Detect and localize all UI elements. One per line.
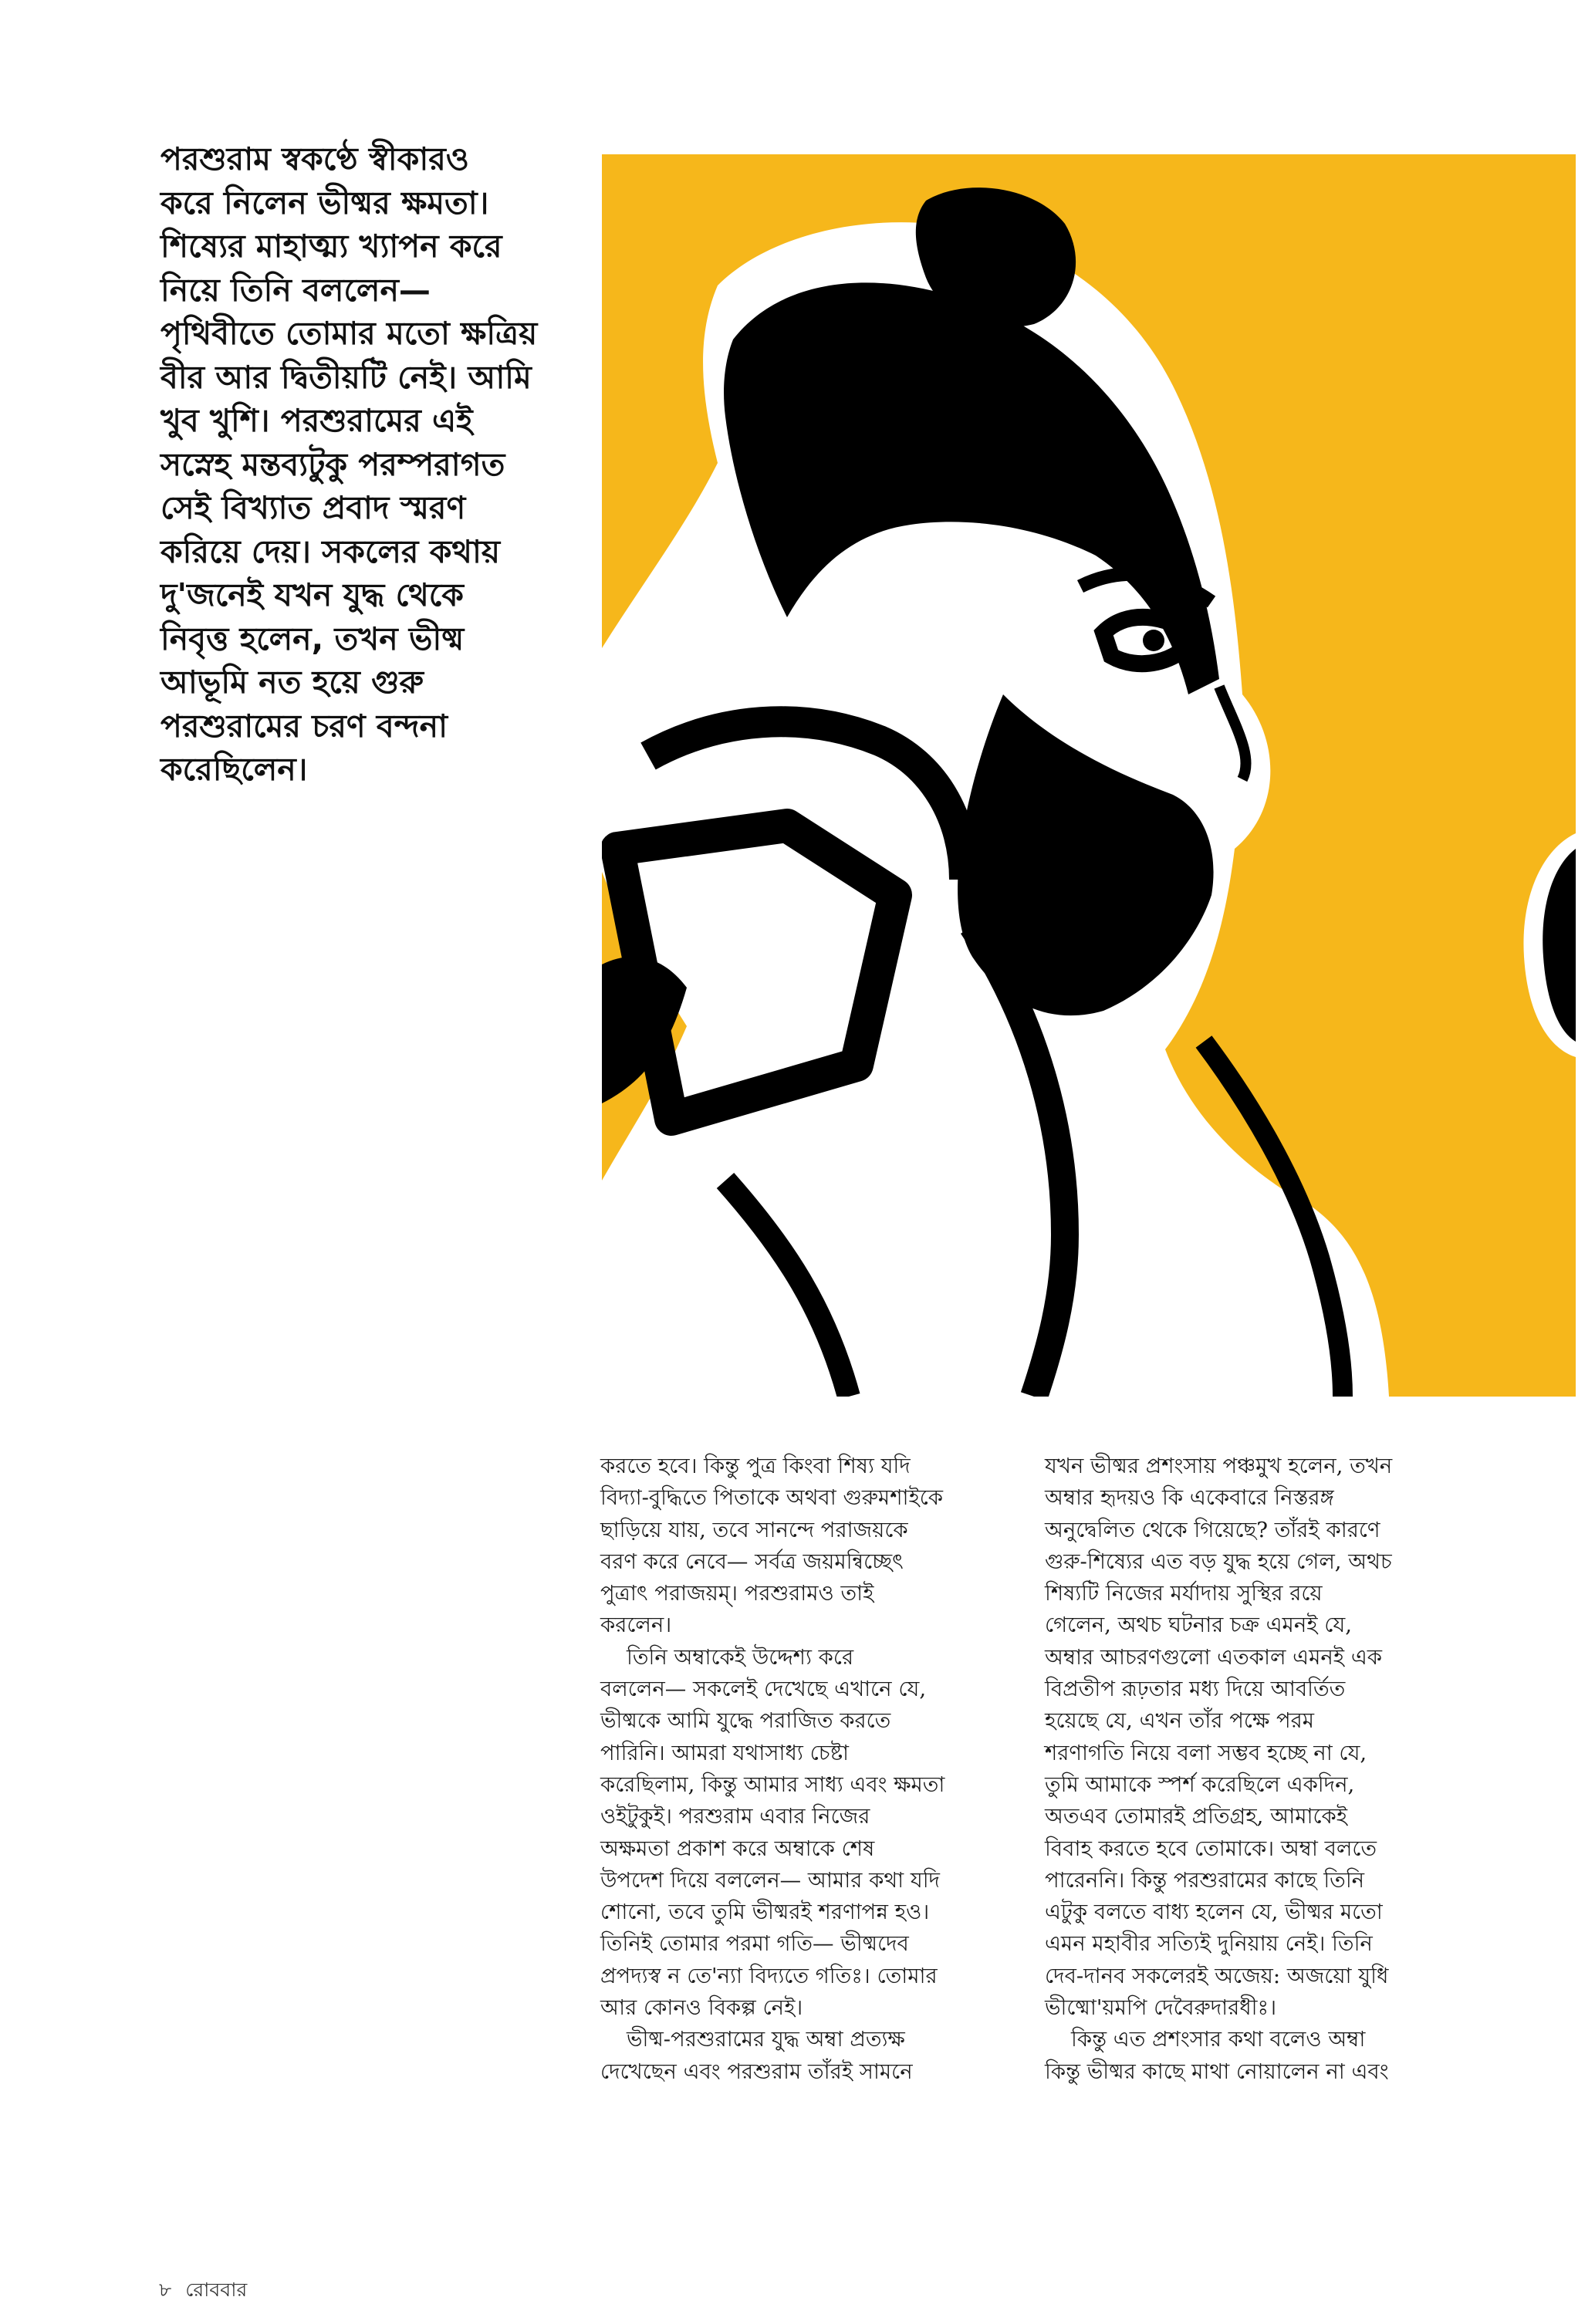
body-line: বিদ্যা-বুদ্ধিতে পিতাকে অথবা গুরুমশাইকে: [600, 1485, 944, 1511]
body-line: কিন্তু ভীষ্মর কাছে মাথা নোয়ালেন না এবং: [1045, 2059, 1389, 2084]
body-line: তিনিই তোমার পরমা গতি— ভীষ্মদেব: [600, 1931, 909, 1957]
pull-quote-line: করে নিলেন ভীষ্মর ক্ষমতা।: [161, 184, 489, 221]
pull-quote-line: শিষ্যের মাহাত্ম্য খ্যাপন করে: [161, 228, 502, 265]
body-line: এটুকু বলতে বাধ্য হলেন যে, ভীষ্মর মতো: [1045, 1900, 1383, 1925]
body-line: প্রপদ্যস্ব ন তে'ন্যা বিদ্যতে গতিঃ। তোমার: [600, 1963, 938, 1988]
magazine-name: রোববার: [185, 2278, 248, 2301]
body-line: বিবাহ করতে হবে তোমাকে। অম্বা বলতে: [1045, 1836, 1377, 1861]
pull-quote-line: পৃথিবীতে তোমার মতো ক্ষত্রিয়: [161, 315, 538, 352]
body-text-column-right: [1045, 1451, 1477, 2088]
pull-quote-line: করেছিলেন।: [161, 751, 308, 788]
pull-quote-line: নিয়ে তিনি বললেন—: [161, 271, 431, 309]
body-line: গুরু-শিষ্যের এত বড় যুদ্ধ হয়ে গেল, অথচ: [1045, 1549, 1392, 1574]
pull-quote-line: আভূমি নত হয়ে গুরু: [161, 664, 424, 701]
body-line: অম্বার আচরণগুলো এতকাল এমনই এক: [1045, 1644, 1382, 1670]
body-line: তুমি আমাকে স্পর্শ করেছিলে একদিন,: [1045, 1772, 1355, 1797]
pull-quote-line: পরশুরাম স্বকণ্ঠে স্বীকারও: [161, 140, 469, 177]
body-line: বরণ করে নেবে— সর্বত্র জয়মন্বিচ্ছেৎ: [600, 1549, 904, 1574]
body-line: ভীষ্মকে আমি যুদ্ধে পরাজিত করতে: [600, 1708, 891, 1734]
pull-quote-line: সেই বিখ্যাত প্রবাদ স্মরণ: [161, 489, 466, 526]
body-line: পারিনি। আমরা যথাসাধ্য চেষ্টা: [600, 1740, 850, 1765]
body-line: যখন ভীষ্মর প্রশংসায় পঞ্চমুখ হলেন, তখন: [1045, 1454, 1393, 1478]
sage-portrait-illustration: [602, 154, 1576, 1397]
body-line: শরণাগতি নিয়ে বলা সম্ভব হচ্ছে না যে,: [1045, 1740, 1367, 1765]
pull-quote-line: খুব খুশি। পরশুরামের এই: [161, 402, 473, 439]
body-line: তিনি অম্বাকেই উদ্দেশ্য করে: [627, 1644, 854, 1670]
body-line: ভীষ্ম-পরশুরামের যুদ্ধ অম্বা প্রত্যক্ষ: [627, 2027, 905, 2052]
body-line: করতে হবে। কিন্তু পুত্র কিংবা শিষ্য যদি: [600, 1454, 911, 1478]
pull-quote-line: পরশুরামের চরণ বন্দনা: [161, 707, 448, 745]
body-line: ভীষ্মো'য়মপি দেবৈরুদারধীঃ।: [1045, 1995, 1277, 2021]
body-line: দেব-দানব সকলেরই অজেয়: অজয়ো যুধি: [1045, 1963, 1389, 1988]
body-line: হয়েছে যে, এখন তাঁর পক্ষে পরম: [1045, 1708, 1315, 1734]
body-text-column-left: [600, 1451, 1032, 2088]
body-line: অতএব তোমারই প্রতিগ্রহ, আমাকেই: [1045, 1804, 1348, 1829]
body-line: ছাড়িয়ে যায়, তবে সানন্দে পরাজয়কে: [600, 1517, 908, 1542]
pull-quote-line: বীর আর দ্বিতীয়টি নেই। আমি: [161, 358, 532, 396]
body-line: আর কোনও বিকল্প নেই।: [600, 1995, 803, 2021]
body-line: পারেননি। কিন্তু পরশুরামের কাছে তিনি: [1045, 1867, 1365, 1893]
body-line: শোনো, তবে তুমি ভীষ্মরই শরণাপন্ন হও।: [600, 1900, 930, 1925]
body-line: গেলেন, অথচ ঘটনার চক্র এমনই যে,: [1045, 1613, 1353, 1638]
body-line: এমন মহাবীর সত্যিই দুনিয়ায় নেই। তিনি: [1045, 1931, 1373, 1957]
body-line: অনুদ্বেলিত থেকে গিয়েছে? তাঁরই কারণে: [1045, 1517, 1380, 1542]
body-line: করেছিলাম, কিন্তু আমার সাধ্য এবং ক্ষমতা: [600, 1772, 945, 1797]
illustration-svg: [602, 154, 1576, 1397]
pull-quote-line: সস্নেহ মন্তব্যটুকু পরম্পরাগত: [161, 445, 505, 483]
body-line: অম্বার হৃদয়ও কি একেবারে নিস্তরঙ্গ: [1045, 1485, 1334, 1511]
body-line: করলেন।: [600, 1613, 672, 1638]
body-line: বললেন— সকলেই দেখেছে এখানে যে,: [600, 1677, 927, 1702]
body-line: কিন্তু এত প্রশংসার কথা বলেও অম্বা: [1071, 2027, 1366, 2052]
body-line: শিষ্যটি নিজের মর্যাদায় সুস্থির রয়ে: [1045, 1581, 1323, 1606]
body-line: দেখেছেন এবং পরশুরাম তাঁরই সামনে: [600, 2059, 913, 2084]
pull-quote-line: দু'জনেই যখন যুদ্ধ থেকে: [161, 576, 464, 613]
pull-quote-line: নিবৃত্ত হলেন, তখন ভীষ্ম: [161, 620, 465, 657]
body-line: পুত্রাৎ পরাজয়ম্‌। পরশুরামও তাই: [600, 1581, 874, 1606]
body-line: ওইটুকুই। পরশুরাম এবার নিজের: [600, 1804, 870, 1829]
page-number: ৮: [159, 2278, 172, 2301]
body-line: উপদেশ দিয়ে বললেন— আমার কথা যদি: [600, 1867, 941, 1893]
pull-quote-line: করিয়ে দেয়। সকলের কথায়: [161, 532, 501, 570]
eye-pupil: [1143, 630, 1164, 651]
body-line: অক্ষমতা প্রকাশ করে অম্বাকে শেষ: [600, 1836, 875, 1861]
pull-quote: [161, 137, 593, 792]
body-line: বিপ্রতীপ রূঢ়তার মধ্য দিয়ে আবর্তিত: [1045, 1677, 1346, 1702]
page-footer: [159, 2275, 261, 2308]
